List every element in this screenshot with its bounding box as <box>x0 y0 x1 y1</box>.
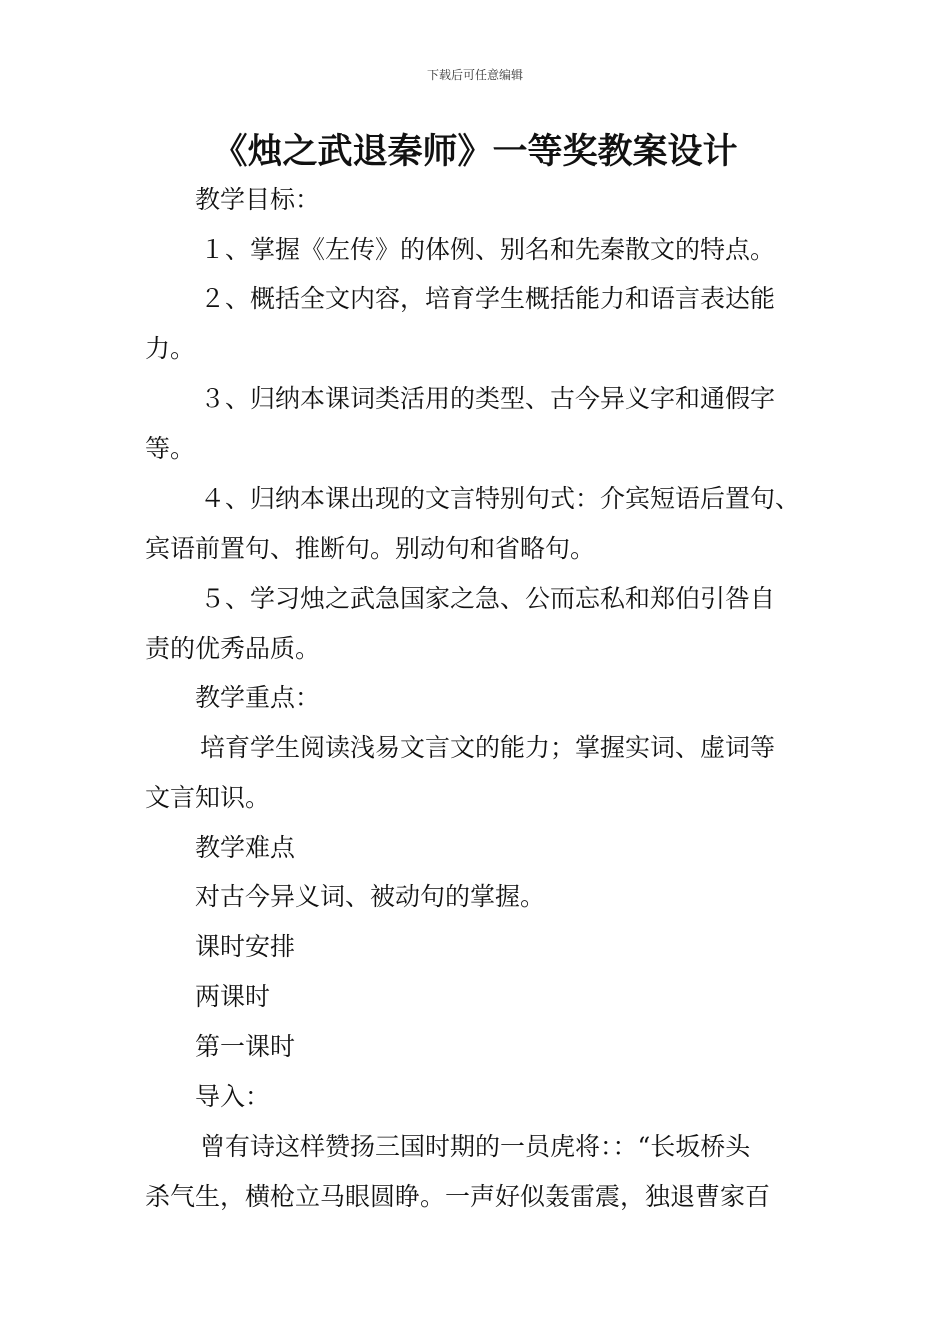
objective-5: ５、学习烛之武急国家之急、公而忘私和郑伯引咎自 <box>200 584 776 613</box>
intro-text-cont: 杀气生，横枪立马眼圆睁。一声好似轰雷震，独退曹家百 <box>145 1182 771 1211</box>
page-header: 下载后可任意编辑 <box>426 68 523 82</box>
objective-3-cont: 等。 <box>145 434 196 463</box>
lesson-one-heading: 第一课时 <box>195 1032 296 1061</box>
section-heading-schedule: 课时安排 <box>195 932 296 961</box>
key-points-text: 培育学生阅读浅易文言文的能力；掌握实词、虚词等 <box>200 733 776 762</box>
section-heading-intro: 导入： <box>195 1082 271 1111</box>
difficulties-text: 对古今异义词、被动句的掌握。 <box>195 882 546 911</box>
objective-5-cont: 责的优秀品质。 <box>145 634 321 663</box>
objective-2-cont: 力。 <box>145 334 196 363</box>
objective-3: ３、归纳本课词类活用的类型、古今异义字和通假字 <box>200 384 776 413</box>
section-heading-difficulties: 教学难点 <box>195 833 296 862</box>
objective-2: ２、概括全文内容，培育学生概括能力和语言表达能 <box>200 284 776 313</box>
objective-4: ４、归纳本课出现的文言特别句式：介宾短语后置句、 <box>200 484 801 513</box>
objective-1: １、掌握《左传》的体例、别名和先秦散文的特点。 <box>200 235 776 264</box>
intro-text: 曾有诗这样赞扬三国时期的一员虎将：：“长坂桥头 <box>200 1132 751 1161</box>
document-title: 《烛之武退秦师》一等奖教案设计 <box>212 132 738 172</box>
section-heading-objectives: 教学目标： <box>195 185 321 214</box>
objective-4-cont: 宾语前置句、推断句。别动句和省略句。 <box>145 534 596 563</box>
key-points-text-cont: 文言知识。 <box>145 783 271 812</box>
section-heading-key-points: 教学重点： <box>195 683 321 712</box>
schedule-text: 两课时 <box>195 982 271 1011</box>
